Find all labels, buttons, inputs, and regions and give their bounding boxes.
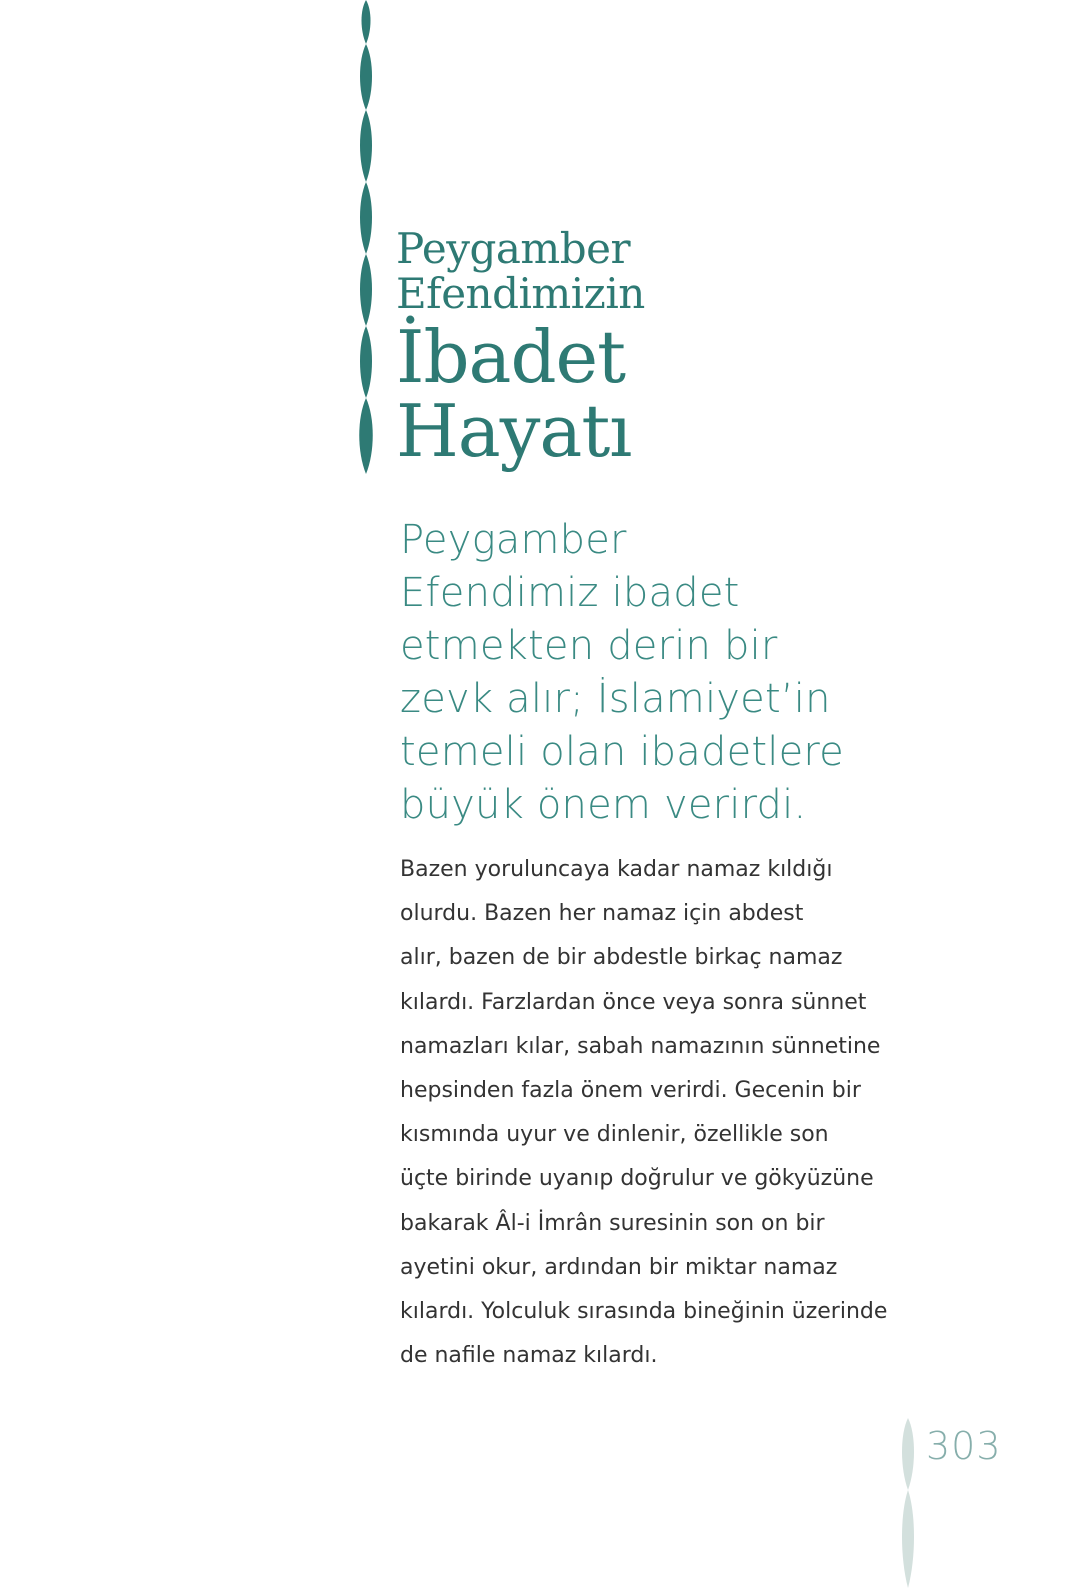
lead-line: temeli olan ibadetlere bbox=[400, 729, 844, 775]
body-line: de nafile namaz kılardı. bbox=[400, 1343, 658, 1369]
body-line: Bazen yoruluncaya kadar namaz kıldığı bbox=[400, 857, 833, 882]
page-number: 303 bbox=[926, 1424, 1002, 1468]
lead-line: Efendimiz ibadet bbox=[400, 570, 740, 616]
body-line: olurdu. Bazen her namaz için abdest bbox=[400, 901, 804, 927]
body-line: kılardı. Yolculuk sırasında bineğinin üzerinde bbox=[400, 1299, 888, 1325]
title-line-3: İbadet bbox=[396, 315, 626, 399]
lead-paragraph bbox=[400, 514, 900, 832]
leaf-ornament-icon bbox=[897, 1418, 919, 1588]
body-line: hepsinden fazla önem verirdi. Gecenin bir bbox=[400, 1078, 861, 1104]
lead-line: zevk alır; İslamiyet’in bbox=[400, 676, 831, 722]
body-line: kısmında uyur ve dinlenir, özellikle son bbox=[400, 1122, 829, 1148]
lead-line: büyük önem verirdi. bbox=[400, 782, 807, 828]
lead-line: etmekten derin bir bbox=[400, 623, 778, 669]
vine-ornament-icon bbox=[348, 0, 384, 480]
title-line-2: Efendimizin bbox=[396, 269, 645, 318]
body-paragraph bbox=[400, 848, 900, 1378]
body-line: namazları kılar, sabah namazının sünnetine bbox=[400, 1033, 881, 1059]
body-line: kılardı. Farzlardan önce veya sonra sünnet bbox=[400, 989, 867, 1015]
title-line-1: Peygamber bbox=[396, 224, 631, 273]
lead-line: Peygamber bbox=[400, 517, 627, 563]
page-title bbox=[396, 224, 796, 473]
body-line: bakarak Âl-i İmrân suresinin son on bir bbox=[400, 1210, 825, 1236]
body-line: üçte birinde uyanıp doğrulur ve gökyüzüne bbox=[400, 1166, 874, 1192]
title-line-4: Hayatı bbox=[396, 389, 632, 473]
body-line: ayetini okur, ardından bir miktar namaz bbox=[400, 1254, 838, 1280]
body-line: alır, bazen de bir abdestle birkaç namaz bbox=[400, 945, 843, 971]
